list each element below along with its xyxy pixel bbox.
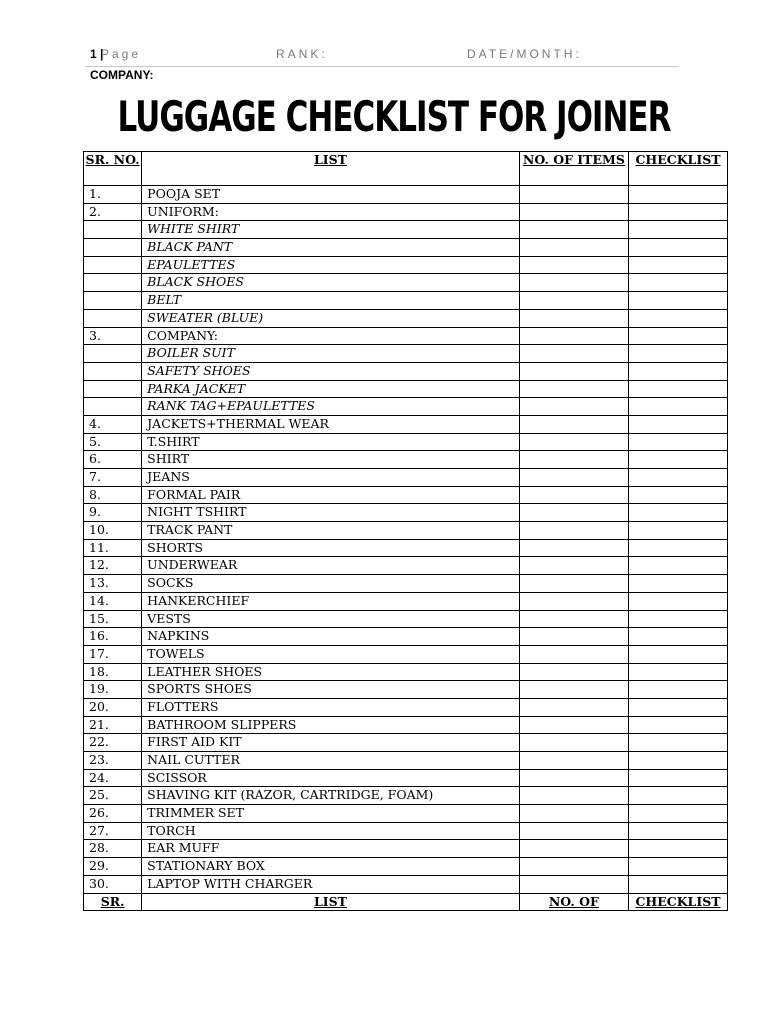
row-sr-no: 18.	[84, 663, 142, 681]
table-row	[84, 734, 728, 752]
row-item: SPORTS SHOES	[142, 681, 520, 699]
row-count-cell[interactable]	[519, 787, 628, 805]
row-sr-no	[84, 292, 142, 310]
row-count-cell[interactable]	[519, 239, 628, 257]
row-item: NAPKINS	[142, 628, 520, 646]
row-item: FLOTTERS	[142, 698, 520, 716]
row-count-cell[interactable]	[519, 805, 628, 823]
row-check-cell[interactable]	[628, 186, 727, 204]
row-check-cell[interactable]	[628, 752, 727, 770]
row-check-cell[interactable]	[628, 875, 727, 893]
table-row	[84, 752, 728, 770]
row-sr-no: 20.	[84, 698, 142, 716]
row-item: POOJA SET	[142, 186, 520, 204]
row-sr-no: 1.	[84, 186, 142, 204]
table-row	[84, 469, 728, 487]
row-sr-no: 23.	[84, 752, 142, 770]
row-item: SWEATER (BLUE)	[142, 309, 520, 327]
table-row	[84, 592, 728, 610]
company-label: COMPANY:	[90, 68, 154, 82]
row-count-cell[interactable]	[519, 256, 628, 274]
row-sr-no: 8.	[84, 486, 142, 504]
row-count-cell[interactable]	[519, 822, 628, 840]
row-count-cell[interactable]	[519, 610, 628, 628]
table-row	[84, 398, 728, 416]
row-item: SHIRT	[142, 451, 520, 469]
table-header-row	[84, 152, 728, 186]
table-row	[84, 575, 728, 593]
row-item: TORCH	[142, 822, 520, 840]
row-sr-no: 27.	[84, 822, 142, 840]
row-check-cell[interactable]	[628, 805, 727, 823]
table-row	[84, 858, 728, 876]
row-sr-no: 7.	[84, 469, 142, 487]
row-check-cell[interactable]	[628, 345, 727, 363]
row-check-cell[interactable]	[628, 309, 727, 327]
row-sr-no: 14.	[84, 592, 142, 610]
row-check-cell[interactable]	[628, 822, 727, 840]
table-row	[84, 875, 728, 893]
row-count-cell[interactable]	[519, 415, 628, 433]
table-row	[84, 805, 728, 823]
table-row	[84, 274, 728, 292]
row-check-cell[interactable]	[628, 239, 727, 257]
row-check-cell[interactable]	[628, 415, 727, 433]
header-checklist: CHECKLIST	[628, 152, 727, 186]
row-check-cell[interactable]	[628, 274, 727, 292]
row-item: COMPANY:	[142, 327, 520, 345]
table-row	[84, 522, 728, 540]
table-footer-row	[84, 893, 728, 910]
header-no-of-items: NO. OF ITEMS	[519, 152, 628, 186]
table-row	[84, 628, 728, 646]
row-count-cell[interactable]	[519, 858, 628, 876]
page-title: LUGGAGE CHECKLIST FOR JOINER	[117, 93, 671, 142]
row-check-cell[interactable]	[628, 575, 727, 593]
row-count-cell[interactable]	[519, 274, 628, 292]
row-item: SCISSOR	[142, 769, 520, 787]
table-row	[84, 309, 728, 327]
row-item: LEATHER SHOES	[142, 663, 520, 681]
table-row	[84, 486, 728, 504]
row-sr-no: 15.	[84, 610, 142, 628]
row-sr-no: 17.	[84, 645, 142, 663]
row-sr-no	[84, 239, 142, 257]
row-item: EPAULETTES	[142, 256, 520, 274]
table-row	[84, 539, 728, 557]
row-check-cell[interactable]	[628, 504, 727, 522]
table-row	[84, 327, 728, 345]
row-sr-no: 3.	[84, 327, 142, 345]
row-count-cell[interactable]	[519, 522, 628, 540]
table-row	[84, 787, 728, 805]
row-check-cell[interactable]	[628, 256, 727, 274]
table-row	[84, 557, 728, 575]
table-row	[84, 504, 728, 522]
row-item: EAR MUFF	[142, 840, 520, 858]
table-row	[84, 663, 728, 681]
table-row	[84, 292, 728, 310]
row-check-cell[interactable]	[628, 840, 727, 858]
row-count-cell[interactable]	[519, 734, 628, 752]
row-check-cell[interactable]	[628, 433, 727, 451]
row-item: NAIL CUTTER	[142, 752, 520, 770]
row-sr-no	[84, 274, 142, 292]
row-item: WHITE SHIRT	[142, 221, 520, 239]
row-item: BLACK SHOES	[142, 274, 520, 292]
row-check-cell[interactable]	[628, 203, 727, 221]
date-month-label: DATE/MONTH:	[467, 47, 582, 61]
row-check-cell[interactable]	[628, 858, 727, 876]
row-sr-no: 2.	[84, 203, 142, 221]
table-row	[84, 681, 728, 699]
table-row	[84, 716, 728, 734]
row-check-cell[interactable]	[628, 522, 727, 540]
row-check-cell[interactable]	[628, 486, 727, 504]
row-item: SHORTS	[142, 539, 520, 557]
row-count-cell[interactable]	[519, 539, 628, 557]
row-item: BLACK PANT	[142, 239, 520, 257]
row-sr-no: 24.	[84, 769, 142, 787]
row-count-cell[interactable]	[519, 309, 628, 327]
row-check-cell[interactable]	[628, 539, 727, 557]
row-item: TOWELS	[142, 645, 520, 663]
table-row	[84, 380, 728, 398]
row-sr-no	[84, 362, 142, 380]
page-header	[85, 47, 678, 67]
row-item: BATHROOM SLIPPERS	[142, 716, 520, 734]
row-check-cell[interactable]	[628, 663, 727, 681]
row-check-cell[interactable]	[628, 734, 727, 752]
row-sr-no: 5.	[84, 433, 142, 451]
row-sr-no: 12.	[84, 557, 142, 575]
row-item: JEANS	[142, 469, 520, 487]
row-check-cell[interactable]	[628, 698, 727, 716]
row-check-cell[interactable]	[628, 681, 727, 699]
row-check-cell[interactable]	[628, 557, 727, 575]
header-list: LIST	[142, 152, 520, 186]
row-check-cell[interactable]	[628, 628, 727, 646]
row-check-cell[interactable]	[628, 592, 727, 610]
table-row	[84, 256, 728, 274]
row-count-cell[interactable]	[519, 752, 628, 770]
row-sr-no: 6.	[84, 451, 142, 469]
row-count-cell[interactable]	[519, 504, 628, 522]
table-row	[84, 451, 728, 469]
row-sr-no	[84, 345, 142, 363]
row-count-cell[interactable]	[519, 875, 628, 893]
row-sr-no	[84, 221, 142, 239]
row-count-cell[interactable]	[519, 469, 628, 487]
row-sr-no	[84, 380, 142, 398]
row-item: UNDERWEAR	[142, 557, 520, 575]
row-check-cell[interactable]	[628, 451, 727, 469]
row-sr-no: 25.	[84, 787, 142, 805]
row-check-cell[interactable]	[628, 221, 727, 239]
table-row	[84, 203, 728, 221]
row-count-cell[interactable]	[519, 186, 628, 204]
row-check-cell[interactable]	[628, 769, 727, 787]
row-sr-no: 11.	[84, 539, 142, 557]
row-sr-no	[84, 256, 142, 274]
row-item: RANK TAG+EPAULETTES	[142, 398, 520, 416]
row-check-cell[interactable]	[628, 469, 727, 487]
row-count-cell[interactable]	[519, 645, 628, 663]
row-sr-no: 10.	[84, 522, 142, 540]
row-item: BOILER SUIT	[142, 345, 520, 363]
row-count-cell[interactable]	[519, 698, 628, 716]
table-row	[84, 822, 728, 840]
row-item: BELT	[142, 292, 520, 310]
row-sr-no: 13.	[84, 575, 142, 593]
row-check-cell[interactable]	[628, 327, 727, 345]
row-check-cell[interactable]	[628, 398, 727, 416]
row-item: T.SHIRT	[142, 433, 520, 451]
row-count-cell[interactable]	[519, 663, 628, 681]
row-sr-no: 16.	[84, 628, 142, 646]
row-count-cell[interactable]	[519, 292, 628, 310]
row-item: NIGHT TSHIRT	[142, 504, 520, 522]
row-check-cell[interactable]	[628, 716, 727, 734]
page-number: 1 |	[90, 47, 104, 61]
table-row	[84, 645, 728, 663]
footer-no-of: NO. OF	[519, 893, 628, 910]
row-count-cell[interactable]	[519, 681, 628, 699]
row-item: FIRST AID KIT	[142, 734, 520, 752]
row-sr-no: 26.	[84, 805, 142, 823]
footer-sr: SR.	[84, 893, 142, 910]
row-count-cell[interactable]	[519, 380, 628, 398]
row-count-cell[interactable]	[519, 716, 628, 734]
table-row	[84, 186, 728, 204]
table-row	[84, 345, 728, 363]
row-check-cell[interactable]	[628, 610, 727, 628]
row-count-cell[interactable]	[519, 362, 628, 380]
table-row	[84, 415, 728, 433]
page-label: Page	[101, 47, 142, 61]
row-count-cell[interactable]	[519, 433, 628, 451]
row-count-cell[interactable]	[519, 451, 628, 469]
row-item: PARKA JACKET	[142, 380, 520, 398]
row-sr-no: 9.	[84, 504, 142, 522]
row-check-cell[interactable]	[628, 380, 727, 398]
row-item: UNIFORM:	[142, 203, 520, 221]
row-item: VESTS	[142, 610, 520, 628]
checklist-table	[83, 151, 728, 911]
table-row	[84, 433, 728, 451]
table-row	[84, 239, 728, 257]
row-sr-no: 22.	[84, 734, 142, 752]
table-row	[84, 362, 728, 380]
row-sr-no: 4.	[84, 415, 142, 433]
table-row	[84, 840, 728, 858]
row-item: SHAVING KIT (RAZOR, CARTRIDGE, FOAM)	[142, 787, 520, 805]
row-count-cell[interactable]	[519, 628, 628, 646]
footer-checklist: CHECKLIST	[628, 893, 727, 910]
row-check-cell[interactable]	[628, 362, 727, 380]
row-check-cell[interactable]	[628, 645, 727, 663]
row-item: JACKETS+THERMAL WEAR	[142, 415, 520, 433]
row-item: HANKERCHIEF	[142, 592, 520, 610]
rank-label: RANK:	[276, 47, 328, 61]
row-sr-no: 28.	[84, 840, 142, 858]
row-sr-no	[84, 309, 142, 327]
row-count-cell[interactable]	[519, 840, 628, 858]
row-count-cell[interactable]	[519, 557, 628, 575]
row-sr-no	[84, 398, 142, 416]
row-count-cell[interactable]	[519, 221, 628, 239]
row-sr-no: 21.	[84, 716, 142, 734]
table-row	[84, 221, 728, 239]
row-sr-no: 29.	[84, 858, 142, 876]
row-count-cell[interactable]	[519, 769, 628, 787]
row-item: TRIMMER SET	[142, 805, 520, 823]
row-item: SOCKS	[142, 575, 520, 593]
row-count-cell[interactable]	[519, 203, 628, 221]
row-count-cell[interactable]	[519, 398, 628, 416]
row-check-cell[interactable]	[628, 292, 727, 310]
row-count-cell[interactable]	[519, 592, 628, 610]
table-row	[84, 610, 728, 628]
row-count-cell[interactable]	[519, 345, 628, 363]
header-sr-no: SR. NO.	[84, 152, 142, 186]
row-sr-no: 19.	[84, 681, 142, 699]
table-row	[84, 698, 728, 716]
row-count-cell[interactable]	[519, 486, 628, 504]
row-check-cell[interactable]	[628, 787, 727, 805]
row-count-cell[interactable]	[519, 327, 628, 345]
row-item: STATIONARY BOX	[142, 858, 520, 876]
row-item: LAPTOP WITH CHARGER	[142, 875, 520, 893]
row-count-cell[interactable]	[519, 575, 628, 593]
table-row	[84, 769, 728, 787]
row-sr-no: 30.	[84, 875, 142, 893]
row-item: SAFETY SHOES	[142, 362, 520, 380]
row-item: FORMAL PAIR	[142, 486, 520, 504]
row-item: TRACK PANT	[142, 522, 520, 540]
footer-list: LIST	[142, 893, 520, 910]
checklist-body	[84, 186, 728, 894]
